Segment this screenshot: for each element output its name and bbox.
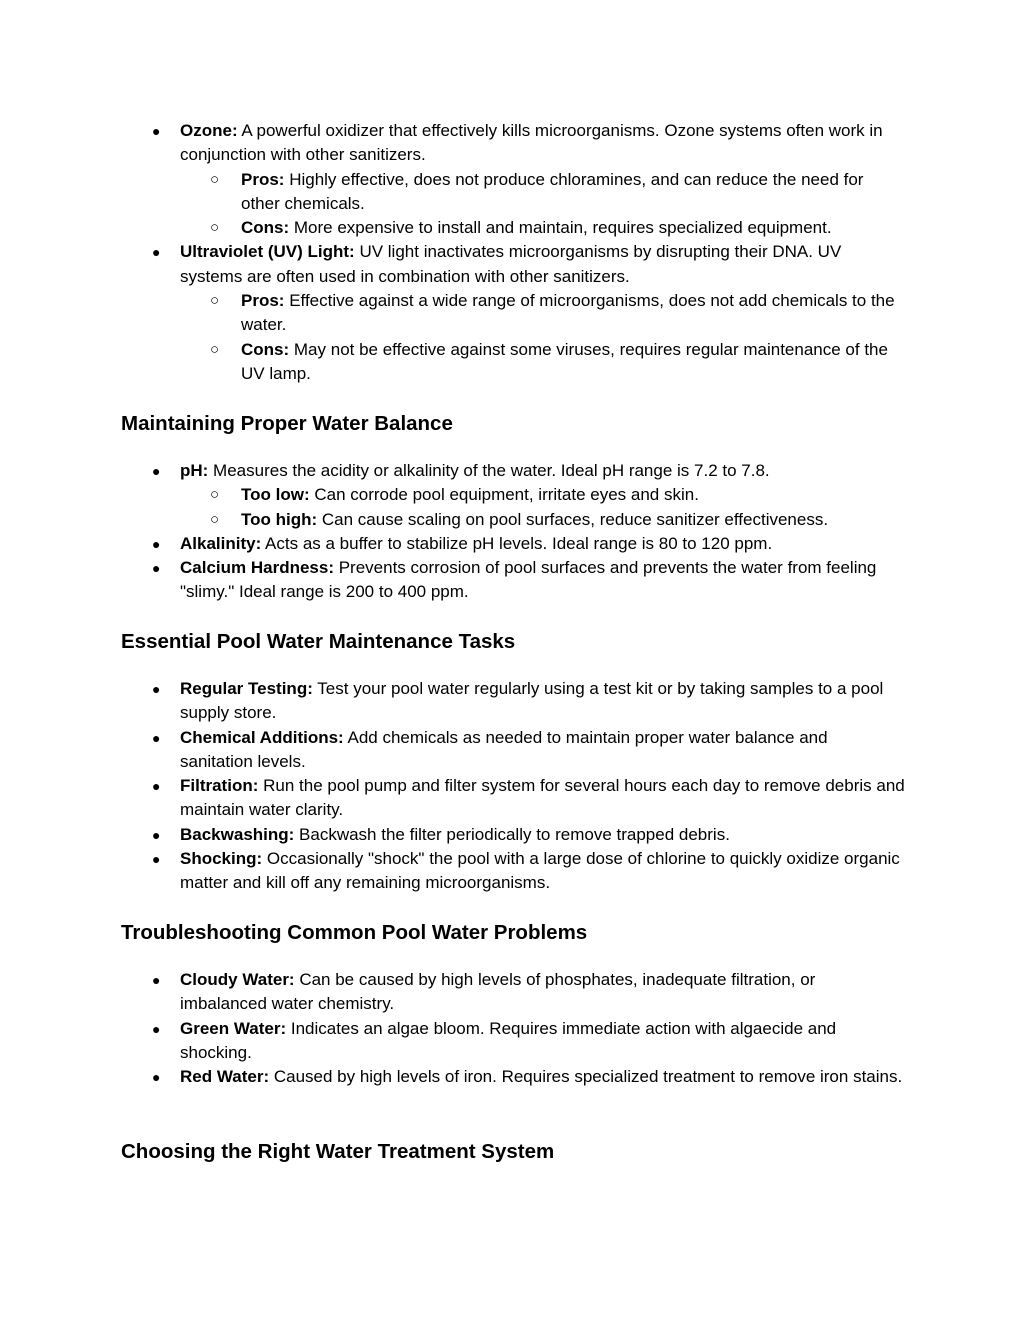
list-item-backwashing: [0, 823, 905, 847]
sub-bullet-icon: ○: [210, 510, 220, 528]
maintenance-tasks-list: [0, 677, 1024, 896]
item-term: Cons:: [241, 218, 290, 238]
item-text: Highly effective, does not produce chloramines, and can reduce the need for other chemicals.: [241, 169, 864, 213]
item-text: A powerful oxidizer that effectively kills microorganisms. Ozone systems often work in conjunction with other sanitizers.: [180, 121, 883, 165]
section-heading-troubleshooting: Troubleshooting Common Pool Water Problems: [121, 921, 588, 944]
item-term: Pros:: [241, 291, 285, 311]
section-heading-choosing-system: Choosing the Right Water Treatment System: [121, 1140, 555, 1163]
bullet-icon: ●: [152, 851, 161, 868]
bullet-icon: ●: [152, 778, 161, 795]
section-heading-water-balance: Maintaining Proper Water Balance: [121, 412, 453, 435]
item-term: Too low:: [241, 485, 310, 505]
item-text: Run the pool pump and filter system for several hours each day to remove debris and maintain water clarity.: [180, 776, 905, 820]
bullet-icon: ●: [152, 1069, 161, 1086]
sub-bullet-icon: ○: [210, 219, 220, 237]
bullet-icon: ●: [152, 972, 161, 988]
item-term: Ozone:: [180, 121, 238, 140]
list-item-alkalinity: [0, 532, 905, 556]
item-text: Indicates an algae bloom. Requires immediate action with algaecide and shocking.: [180, 1018, 837, 1062]
item-term: Too high:: [241, 509, 318, 529]
bullet-icon: ●: [152, 729, 161, 746]
list-item-cloudy-water: [0, 968, 905, 1017]
bullet-icon: ●: [152, 826, 161, 843]
item-text: Caused by high levels of iron. Requires specialized treatment to remove iron stains.: [269, 1067, 903, 1087]
bullet-icon: ●: [152, 244, 161, 261]
item-text: Effective against a wide range of microorganisms, does not add chemicals to the water.: [241, 291, 895, 335]
sub-bullet-icon: ○: [210, 340, 220, 358]
sub-bullet-icon: ○: [210, 486, 220, 504]
item-term: Cloudy Water:: [180, 970, 295, 989]
item-term: Chemical Additions:: [180, 727, 344, 747]
item-term: Red Water:: [180, 1067, 270, 1087]
item-text: Can be caused by high levels of phosphates, inadequate filtration, or imbalanced water chemistry.: [180, 970, 816, 1014]
item-text: Add chemicals as needed to maintain proper water balance and sanitation levels.: [180, 727, 828, 771]
bullet-icon: ●: [152, 1020, 161, 1037]
list-item-calcium-hardness: [0, 556, 905, 605]
item-text: Prevents corrosion of pool surfaces and prevents the water from feeling "slimy." Ideal range is 200 to 400 ppm.: [180, 558, 877, 602]
list-item-green-water: [0, 1017, 905, 1066]
item-text: Measures the acidity or alkalinity of the water. Ideal pH range is 7.2 to 7.8.: [208, 461, 770, 480]
list-item-red-water: [0, 1065, 905, 1089]
list-item-ph: [0, 459, 905, 483]
item-text: May not be effective against some viruses, requires regular maintenance of the UV lamp.: [241, 339, 888, 383]
item-term: Regular Testing:: [180, 679, 313, 698]
item-text: Test your pool water regularly using a test kit or by taking samples to a pool supply store.: [180, 679, 884, 723]
item-term: Calcium Hardness:: [180, 558, 334, 578]
sub-item-ozone-pros: [0, 168, 901, 217]
item-term: Pros:: [241, 169, 285, 189]
item-text: More expensive to install and maintain, requires specialized equipment.: [289, 218, 832, 238]
item-text: Occasionally "shock" the pool with a large dose of chlorine to quickly oxidize organic matter and kill off any remaining microorganisms.: [180, 849, 900, 893]
item-term: Filtration:: [180, 776, 259, 796]
item-term: Cons:: [241, 339, 290, 359]
item-text: UV light inactivates microorganisms by disrupting their DNA. UV systems are often used in combination with other sanitizers.: [180, 242, 842, 286]
list-item-chemical-additions: [0, 726, 905, 775]
list-item-filtration: [0, 774, 905, 823]
sub-item-uv-cons: [0, 338, 901, 387]
list-item-shocking: [0, 847, 905, 896]
item-term: pH:: [180, 461, 209, 480]
item-text: Can cause scaling on pool surfaces, reduce sanitizer effectiveness.: [317, 509, 829, 529]
item-term: Green Water:: [180, 1018, 287, 1038]
list-item-ozone: [0, 119, 905, 168]
section-heading-maintenance-tasks: Essential Pool Water Maintenance Tasks: [121, 630, 516, 653]
bullet-icon: ●: [152, 535, 161, 552]
bullet-icon: ●: [152, 463, 161, 479]
sanitizer-list: [0, 119, 1024, 386]
item-term: Backwashing:: [180, 824, 295, 844]
sub-item-too-low: [0, 483, 901, 507]
bullet-icon: ●: [152, 681, 161, 697]
list-item-uv-light: [0, 240, 905, 289]
sub-item-uv-pros: [0, 289, 901, 338]
sub-item-too-high: [0, 508, 901, 532]
sub-bullet-icon: ○: [210, 170, 220, 188]
bullet-icon: ●: [152, 560, 161, 577]
item-text: Backwash the filter periodically to remove trapped debris.: [294, 824, 730, 844]
water-balance-list: [0, 459, 1024, 605]
item-text: Acts as a buffer to stabilize pH levels. Ideal range is 80 to 120 ppm.: [261, 533, 773, 553]
item-term: Shocking:: [180, 849, 263, 869]
bullet-icon: ●: [152, 123, 161, 139]
sub-item-ozone-cons: [0, 216, 901, 240]
item-term: Alkalinity:: [180, 533, 262, 553]
item-term: Ultraviolet (UV) Light:: [180, 242, 355, 262]
troubleshooting-list: [0, 968, 1024, 1089]
sub-bullet-icon: ○: [210, 292, 220, 310]
item-text: Can corrode pool equipment, irritate eyes and skin.: [309, 485, 699, 505]
list-item-regular-testing: [0, 677, 905, 726]
